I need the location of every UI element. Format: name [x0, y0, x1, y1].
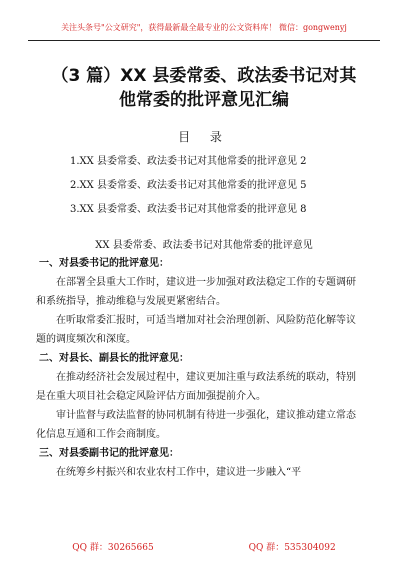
toc-item[interactable]: 2.XX 县委常委、政法委书记对其他常委的批评意见 5: [70, 180, 307, 191]
paragraph: [36, 311, 361, 349]
section-heading: 二、对县长、副县长的批评意见：: [39, 353, 189, 364]
table-of-contents: [70, 150, 370, 222]
paragraph: [36, 463, 361, 482]
toc-item[interactable]: 3.XX 县委常委、政法委书记对其他常委的批评意见 8: [70, 204, 307, 215]
footer-qq-group-2: QQ 群：535304092: [248, 543, 336, 553]
toc-heading: 目 录: [178, 130, 230, 144]
paragraph-text: 在统筹乡村振兴和农业农村工作中，建议进一步融入“平: [56, 467, 302, 478]
paragraph-text: 在推动经济社会发展过程中，建议更加注重与政法系统的联动，特别是在重大项目社会稳定风险评估方面加强提前介入。: [36, 372, 356, 402]
document-body: [36, 254, 361, 482]
paragraph-text: 在听取常委汇报时，可适当增加对社会治理创新、风险防范化解等议题的调度频次和深度。: [36, 315, 356, 345]
section-heading: 三、对县委副书记的批评意见：: [39, 448, 179, 459]
paragraph-text: 在部署全县重大工作时，建议进一步加强对政法稳定工作的专题调研和系统指导，推动维稳与发展更紧密结合。: [36, 277, 356, 307]
header-banner: 关注头条号"公文研究"，获得最新最全最专业的公文资料库！ 微信：gongwenyj: [61, 23, 347, 32]
title-line-1: （3 篇）XX 县委常委、政法委书记对其: [51, 66, 357, 86]
footer-qq-group-1: QQ 群：30265665: [72, 543, 154, 553]
title-line-2: 他常委的批评意见汇编: [119, 90, 289, 110]
document-section-title: XX 县委常委、政法委书记对其他常委的批评意见: [95, 240, 313, 251]
paragraph: [36, 273, 361, 311]
paragraph: [36, 368, 361, 406]
footer: [0, 540, 408, 553]
document-main-title: [40, 64, 368, 112]
header-divider: [28, 40, 380, 41]
paragraph-text: 审计监督与政法监督的协同机制有待进一步强化，建议推动建立常态化信息互通和工作会商制度。: [36, 410, 356, 440]
section-heading: 一、对县委书记的批评意见：: [39, 258, 169, 269]
paragraph: [36, 406, 361, 444]
toc-item[interactable]: 1.XX 县委常委、政法委书记对其他常委的批评意见 2: [70, 156, 307, 167]
